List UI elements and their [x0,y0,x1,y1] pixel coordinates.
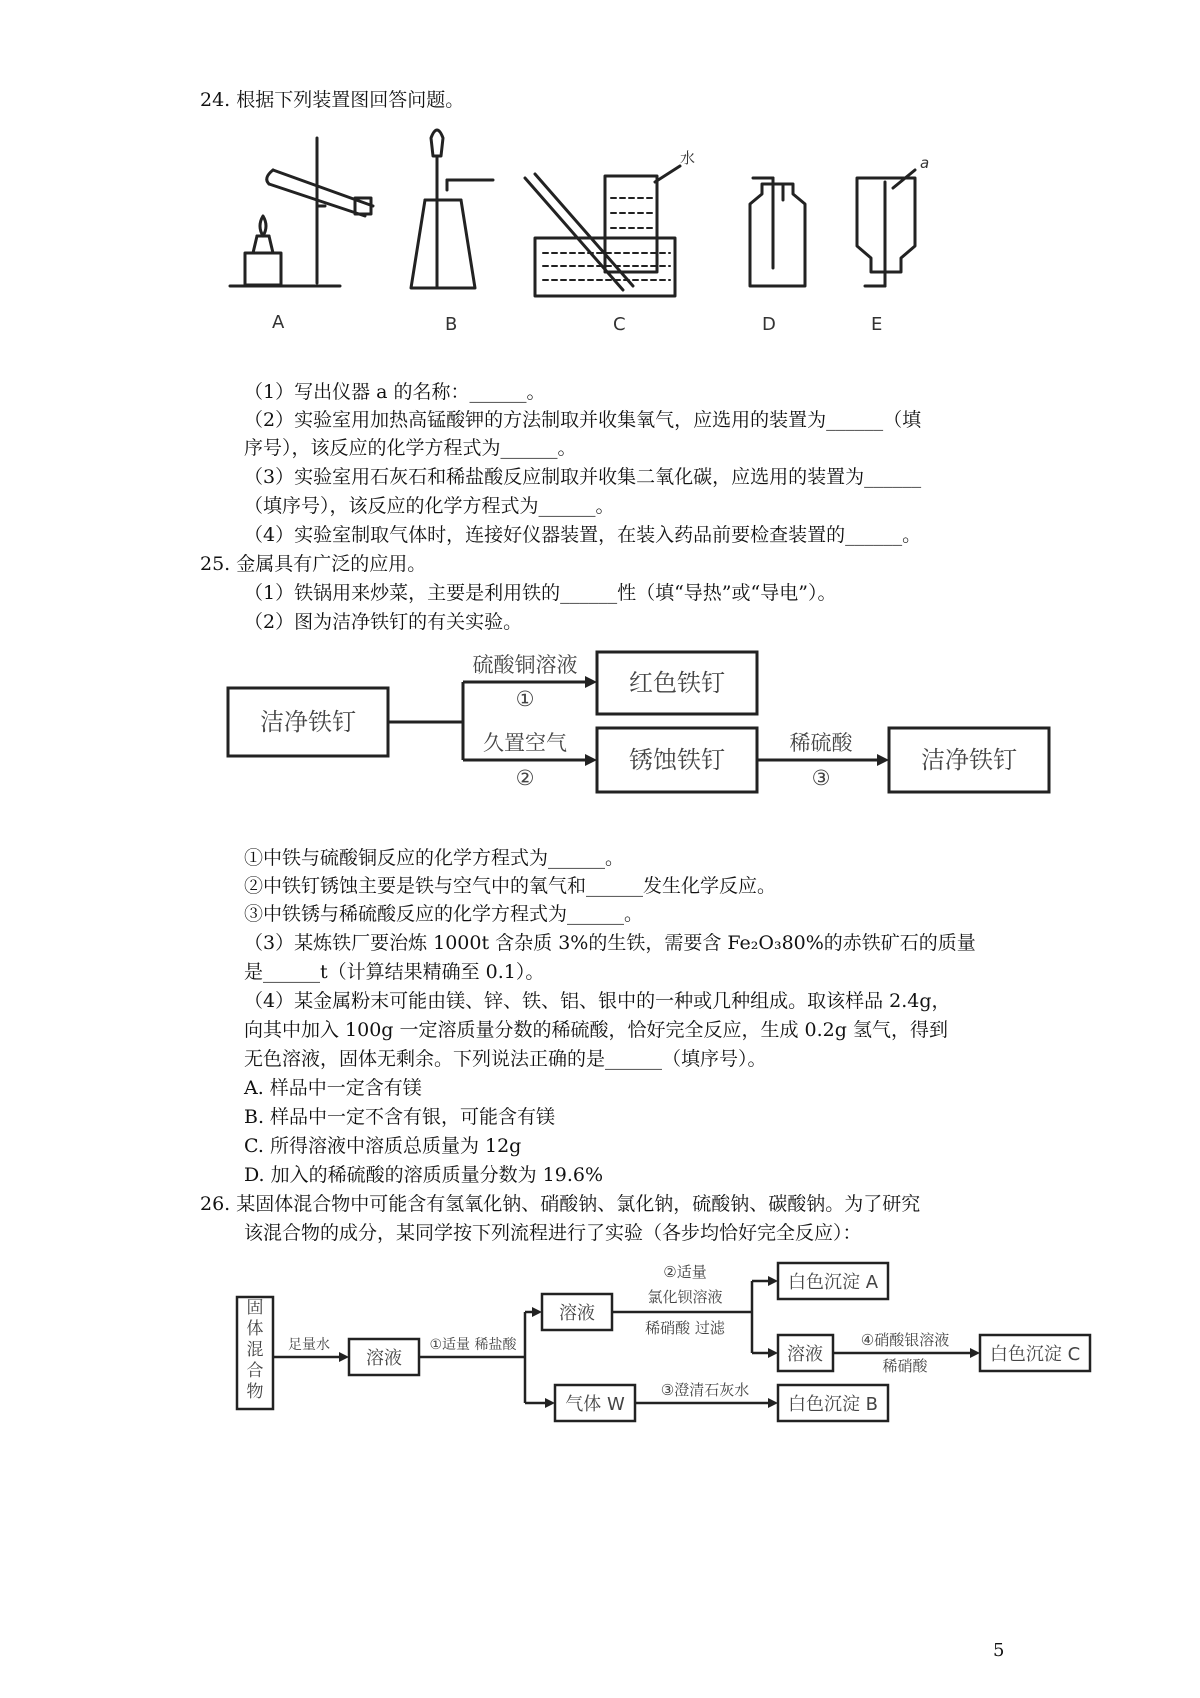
flow26-step2-b: 氯化钡溶液 [647,1288,723,1306]
flow-top-reagent: 硫酸铜溶液 [472,653,578,677]
flow26-start-char: 固 [246,1298,264,1318]
flow26-ppt-c: 白色沉淀 C [989,1344,1081,1365]
label-c: C [613,314,626,335]
q24-sub1: （1）写出仪器 a 的名称：______。 [244,381,546,403]
apparatus-e-icon [857,170,915,286]
flow26-step2-c: 稀硝酸 过滤 [645,1319,725,1337]
q24-sub2-cont: 序号），该反应的化学方程式为______。 [244,437,577,459]
flow26-start-char: 物 [246,1382,264,1402]
q25-sub3: （3）某炼铁厂要治炼 1000t 含杂质 3%的生铁，需要含 Fe₂O₃80%的赤铁矿石的质量 [244,932,976,954]
flow26-step2-a: ②适量 [663,1263,707,1281]
q25-title: 25. 金属具有广泛的应用。 [200,553,427,575]
label-water: 水 [680,149,696,167]
q25-eq3: ③中铁锈与稀硫酸反应的化学方程式为______。 [244,903,644,925]
apparatus-a-icon [230,138,373,286]
flow26-solution3: 溶液 [787,1344,823,1365]
flow26-start-char: 体 [246,1319,264,1339]
q25-eq2: ②中铁钉锈蚀主要是铁与空气中的氧气和______发生化学反应。 [244,875,777,897]
q25-eq1: ①中铁与硫酸铜反应的化学方程式为______。 [244,847,625,869]
flow-acid-reagent: 稀硫酸 [789,731,853,755]
flow-final-result: 洁净铁钉 [921,746,1017,774]
flow26-start-char: 合 [246,1361,264,1381]
label-a: A [272,312,285,333]
flow-start: 洁净铁钉 [260,708,356,736]
apparatus-c-icon [525,166,680,296]
q24-sub4: （4）实验室制取气体时，连接好仪器装置，在装入药品前要检查装置的______。 [244,524,922,546]
flow26-solution1: 溶液 [366,1348,402,1369]
apparatus-b-icon [411,130,493,288]
q24-apparatus-figure [225,118,945,348]
label-instrument-a: a [920,154,930,172]
q25-option-d: D. 加入的稀硫酸的溶质质量分数为 19.6% [244,1164,604,1186]
flow26-step4-b: 稀硝酸 [882,1357,928,1375]
q25-sub4-cont2: 无色溶液，固体无剩余。下列说法正确的是______（填序号）。 [244,1048,767,1070]
q24-sub2: （2）实验室用加热高锰酸钾的方法制取并收集氧气，应选用的装置为______（填 [244,409,922,431]
flow-mid-step: ② [515,766,535,790]
q25-sub2: （2）图为洁净铁钉的有关实验。 [244,611,523,633]
flow26-step1: ①适量 稀盐酸 [429,1337,517,1353]
flow26-step4-a: ④硝酸银溶液 [860,1331,950,1349]
label-b: B [445,314,458,335]
q26-title-cont: 该混合物的成分，某同学按下列流程进行了实验（各步均恰好完全反应）： [244,1222,862,1244]
q25-option-b: B. 样品中一定不含有银，可能含有镁 [244,1106,556,1128]
q25-sub1: （1）铁锅用来炒菜，主要是利用铁的______性（填“导热”或“导电”）。 [244,582,837,604]
label-e: E [871,314,883,335]
flow-acid-step: ③ [811,766,831,790]
q26-title: 26. 某固体混合物中可能含有氢氧化钠、硝酸钠、氯化钠，硫酸钠、碳酸钠。为了研究 [200,1193,921,1215]
q24-title: 24. 根据下列装置图回答问题。 [200,89,465,111]
flow26-start-char: 混 [246,1340,264,1360]
flow26-water: 足量水 [288,1337,330,1353]
q25-option-c: C. 所得溶液中溶质总质量为 12g [244,1135,522,1157]
page-number: 5 [993,1640,1005,1661]
flow26-step3: ③澄清石灰水 [660,1381,750,1399]
flow-mid-reagent: 久置空气 [483,731,567,755]
q24-sub3-cont: （填序号），该反应的化学方程式为______。 [244,495,615,517]
q26-flowchart [225,1255,1115,1430]
q25-iron-nail-flowchart [225,640,1055,810]
flow-top-result: 红色铁钉 [629,669,725,697]
apparatus-d-icon [750,178,805,286]
q25-sub3-cont: 是______t（计算结果精确至 0.1）。 [244,961,545,983]
flow-top-step: ① [515,687,535,711]
flow26-ppt-b: 白色沉淀 B [787,1394,879,1415]
flow-mid-result: 锈蚀铁钉 [629,746,725,774]
q25-sub4-cont1: 向其中加入 100g 一定溶质量分数的稀硫酸，恰好完全反应，生成 0.2g 氢气，得到 [244,1019,948,1041]
q25-sub4: （4）某金属粉末可能由镁、锌、铁、铝、银中的一种或几种组成。取该样品 2.4g， [244,990,951,1012]
q24-sub3: （3）实验室用石灰石和稀盐酸反应制取并收集二氧化碳，应选用的装置为______ [244,466,922,488]
flow26-gas: 气体 W [565,1394,625,1415]
label-d: D [762,314,776,335]
q25-option-a: A. 样品中一定含有镁 [244,1077,422,1099]
flow26-ppt-a: 白色沉淀 A [787,1272,879,1293]
flow26-start [247,1298,264,1402]
flow26-solution2: 溶液 [559,1303,595,1324]
